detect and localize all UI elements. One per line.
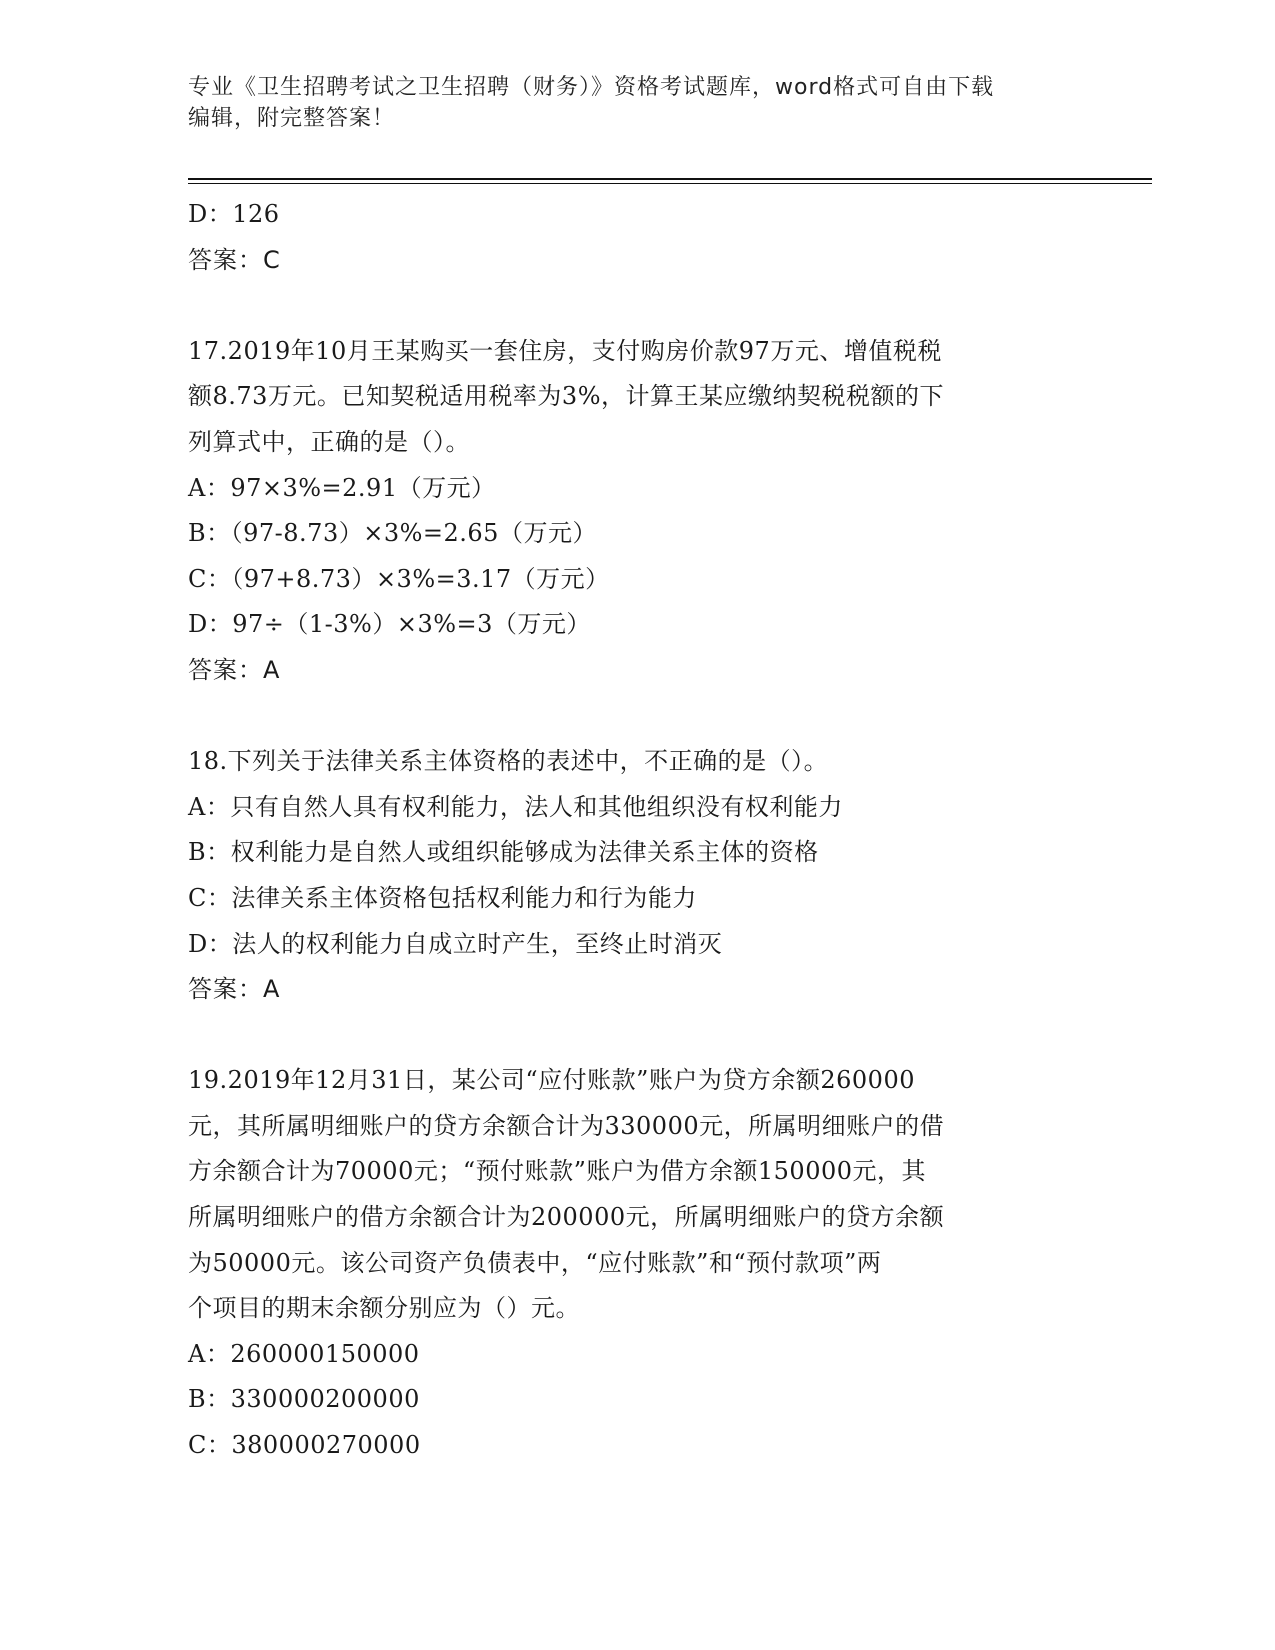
- header-rule-thin: [188, 183, 1152, 184]
- question-16-tail: [188, 192, 1088, 283]
- q19-option-b: B：330000200000: [188, 1385, 420, 1414]
- header-line-2: 编辑，附完整答案！: [188, 106, 396, 131]
- q19-stem-line-1: 19.2019年12月31日，某公司“应付账款”账户为贷方余额260000: [188, 1066, 915, 1095]
- q17-stem-line-1: 17.2019年10月王某购买一套住房，支付购房价款97万元、增值税税: [188, 336, 942, 365]
- q19-stem-line-4: 所属明细账户的借方余额合计为200000元，所属明细账户的贷方余额: [188, 1203, 945, 1232]
- question-18: [188, 739, 1088, 1013]
- spacer: [188, 694, 1088, 740]
- q19-stem-line-3: 方余额合计为70000元；“预付账款”账户为借方余额150000元，其: [188, 1157, 927, 1186]
- q18-option-a: A：只有自然人具有权利能力，法人和其他组织没有权利能力: [188, 792, 843, 821]
- q18-option-d: D：法人的权利能力自成立时产生，至终止时消灭: [188, 929, 723, 958]
- q16-option-d: D：126: [188, 200, 280, 228]
- q18-option-c: C：法律关系主体资格包括权利能力和行为能力: [188, 883, 697, 912]
- q17-stem-line-3: 列算式中，正确的是（）。: [188, 427, 470, 456]
- header-line-1: 专业《卫生招聘考试之卫生招聘（财务）》资格考试题库，word格式可自由下载: [188, 75, 995, 100]
- document-body: [188, 192, 1088, 1469]
- q16-answer: 答案：C: [188, 245, 281, 274]
- q17-option-d: D：97÷（1-3%）×3%=3（万元）: [188, 610, 591, 639]
- header-rule-thick: [188, 178, 1152, 180]
- q18-stem-line-1: 18.下列关于法律关系主体资格的表述中，不正确的是（）。: [188, 747, 829, 776]
- q18-answer: 答案：A: [188, 975, 281, 1004]
- q19-option-a: A：260000150000: [188, 1339, 420, 1368]
- q19-stem-line-5: 为50000元。该公司资产负债表中，“应付账款”和“预付款项”两: [188, 1248, 882, 1277]
- question-17: [188, 329, 1088, 694]
- q17-answer: 答案：A: [188, 655, 281, 684]
- spacer: [188, 283, 1088, 329]
- spacer: [188, 1013, 1088, 1059]
- q19-stem-line-6: 个项目的期末余额分别应为（）元。: [188, 1294, 580, 1323]
- q17-option-c: C：（97+8.73）×3%=3.17（万元）: [188, 564, 610, 593]
- q17-stem-line-2: 额8.73万元。已知契税适用税率为3%，计算王某应缴纳契税税额的下: [188, 382, 945, 411]
- q18-option-b: B：权利能力是自然人或组织能够成为法律关系主体的资格: [188, 838, 819, 867]
- question-19: [188, 1058, 1088, 1468]
- q19-option-c: C：380000270000: [188, 1431, 421, 1460]
- q17-option-b: B：（97-8.73）×3%=2.65（万元）: [188, 519, 597, 548]
- q17-option-a: A：97×3%=2.91（万元）: [188, 473, 496, 502]
- document-header: [188, 72, 1068, 134]
- q19-stem-line-2: 元，其所属明细账户的贷方余额合计为330000元，所属明细账户的借: [188, 1111, 945, 1140]
